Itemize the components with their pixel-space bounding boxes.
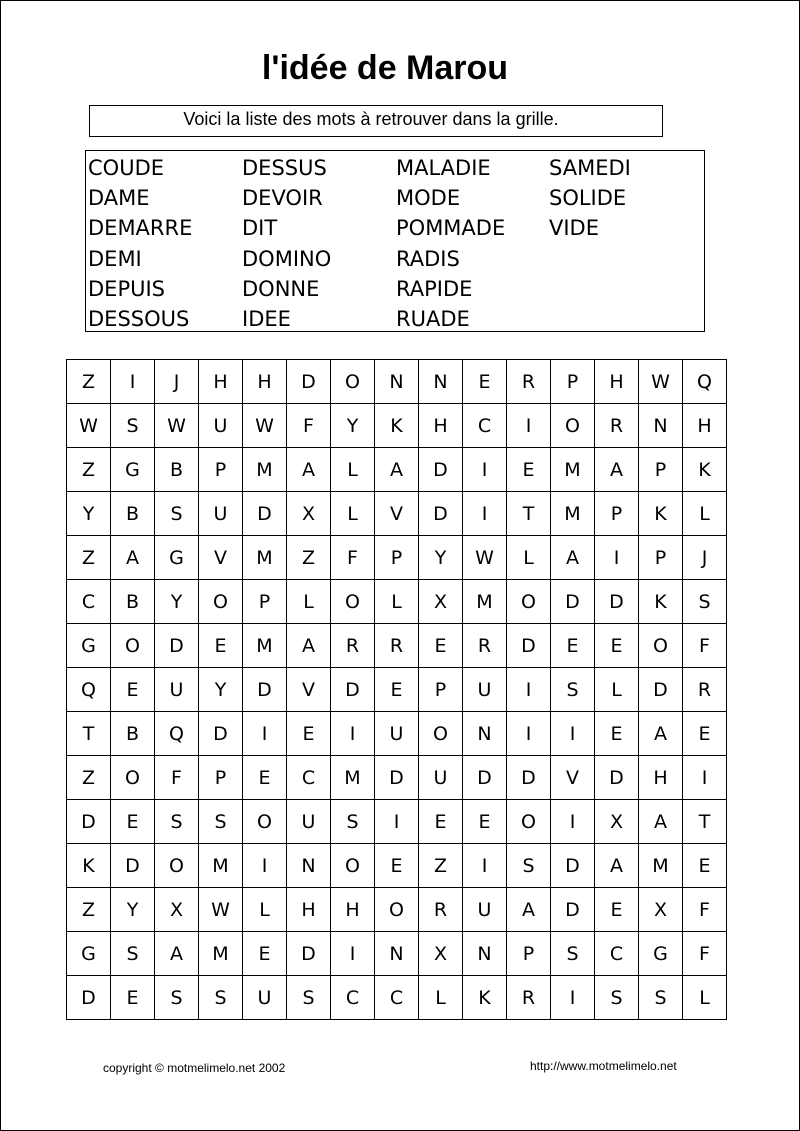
word-item: RAPIDE — [396, 276, 473, 301]
grid-cell: L — [243, 888, 287, 932]
grid-cell: P — [639, 536, 683, 580]
grid-cell: I — [463, 844, 507, 888]
grid-cell: E — [243, 756, 287, 800]
grid-cell: E — [595, 624, 639, 668]
grid-cell: R — [419, 888, 463, 932]
grid-cell: I — [595, 536, 639, 580]
word-column-2 — [242, 153, 396, 334]
grid-cell: Z — [419, 844, 463, 888]
grid-cell: P — [199, 756, 243, 800]
grid-cell: I — [683, 756, 727, 800]
grid-cell: K — [375, 404, 419, 448]
grid-cell: D — [463, 756, 507, 800]
grid-row — [67, 712, 727, 756]
grid-cell: R — [463, 624, 507, 668]
grid-cell: W — [243, 404, 287, 448]
grid-cell: C — [67, 580, 111, 624]
grid-cell: A — [595, 448, 639, 492]
grid-cell: Y — [331, 404, 375, 448]
grid-cell: A — [155, 932, 199, 976]
grid-cell: I — [243, 712, 287, 756]
grid-cell: W — [67, 404, 111, 448]
grid-cell: D — [419, 492, 463, 536]
grid-cell: E — [551, 624, 595, 668]
grid-cell: L — [683, 976, 727, 1020]
grid-cell: U — [287, 800, 331, 844]
grid-cell: K — [639, 580, 683, 624]
grid-cell: J — [155, 360, 199, 404]
grid-cell: D — [287, 932, 331, 976]
grid-cell: N — [639, 404, 683, 448]
grid-cell: D — [551, 888, 595, 932]
grid-cell: I — [507, 712, 551, 756]
grid-cell: I — [243, 844, 287, 888]
word-item: COUDE — [88, 156, 165, 180]
grid-cell: H — [595, 360, 639, 404]
grid-cell: L — [331, 492, 375, 536]
grid-cell: M — [331, 756, 375, 800]
grid-cell: V — [287, 668, 331, 712]
grid-cell: Y — [111, 888, 155, 932]
grid-cell: E — [111, 668, 155, 712]
grid-cell: F — [683, 624, 727, 668]
grid-cell: V — [375, 492, 419, 536]
grid-cell: Y — [199, 668, 243, 712]
grid-cell: B — [111, 492, 155, 536]
grid-row — [67, 932, 727, 976]
grid-cell: I — [463, 448, 507, 492]
grid-cell: H — [199, 360, 243, 404]
grid-cell: S — [595, 976, 639, 1020]
grid-cell: O — [111, 624, 155, 668]
grid-cell: Z — [67, 360, 111, 404]
word-item: DEPUIS — [88, 276, 165, 301]
grid-cell: I — [375, 800, 419, 844]
grid-row — [67, 800, 727, 844]
grid-cell: P — [375, 536, 419, 580]
grid-cell: F — [155, 756, 199, 800]
grid-cell: U — [199, 492, 243, 536]
grid-row — [67, 844, 727, 888]
grid-cell: R — [331, 624, 375, 668]
grid-cell: C — [331, 976, 375, 1020]
grid-cell: O — [199, 580, 243, 624]
grid-cell: O — [243, 800, 287, 844]
grid-cell: D — [595, 756, 639, 800]
letter-grid — [66, 359, 727, 1020]
grid-cell: A — [639, 712, 683, 756]
grid-cell: V — [199, 536, 243, 580]
grid-cell: M — [551, 448, 595, 492]
grid-cell: R — [507, 976, 551, 1020]
word-item: DESSOUS — [88, 306, 190, 331]
grid-cell: M — [243, 536, 287, 580]
grid-cell: D — [551, 580, 595, 624]
grid-cell: Z — [67, 448, 111, 492]
grid-cell: N — [419, 360, 463, 404]
grid-cell: M — [199, 844, 243, 888]
grid-cell: U — [199, 404, 243, 448]
grid-cell: F — [331, 536, 375, 580]
grid-cell: O — [155, 844, 199, 888]
grid-cell: R — [375, 624, 419, 668]
grid-cell: X — [639, 888, 683, 932]
grid-cell: M — [199, 932, 243, 976]
grid-cell: S — [551, 668, 595, 712]
grid-cell: F — [683, 932, 727, 976]
grid-cell: E — [463, 360, 507, 404]
grid-cell: H — [287, 888, 331, 932]
grid-cell: W — [639, 360, 683, 404]
grid-cell: T — [67, 712, 111, 756]
word-item: DEMI — [88, 246, 142, 271]
grid-cell: P — [551, 360, 595, 404]
grid-cell: L — [331, 448, 375, 492]
word-list-box — [85, 150, 705, 332]
grid-cell: O — [507, 800, 551, 844]
grid-cell: H — [419, 404, 463, 448]
grid-cell: G — [155, 536, 199, 580]
grid-cell: I — [111, 360, 155, 404]
grid-cell: L — [683, 492, 727, 536]
grid-cell: O — [551, 404, 595, 448]
word-column-4 — [549, 153, 703, 244]
grid-cell: Q — [155, 712, 199, 756]
grid-cell: L — [419, 976, 463, 1020]
grid-cell: M — [551, 492, 595, 536]
grid-cell: O — [375, 888, 419, 932]
grid-cell: I — [551, 712, 595, 756]
grid-row — [67, 404, 727, 448]
grid-cell: E — [683, 844, 727, 888]
grid-cell: Q — [683, 360, 727, 404]
grid-cell: X — [155, 888, 199, 932]
word-item: MALADIE — [396, 156, 491, 180]
grid-cell: S — [199, 800, 243, 844]
grid-cell: D — [595, 580, 639, 624]
grid-cell: K — [463, 976, 507, 1020]
grid-cell: Z — [287, 536, 331, 580]
grid-cell: N — [287, 844, 331, 888]
grid-cell: A — [595, 844, 639, 888]
grid-cell: E — [419, 624, 463, 668]
grid-cell: A — [551, 536, 595, 580]
grid-cell: A — [287, 624, 331, 668]
word-item: SOLIDE — [549, 186, 627, 211]
grid-cell: R — [507, 360, 551, 404]
word-item: SAMEDI — [549, 156, 631, 180]
grid-cell: U — [419, 756, 463, 800]
grid-row — [67, 536, 727, 580]
grid-cell: O — [639, 624, 683, 668]
grid-cell: E — [595, 712, 639, 756]
grid-cell: D — [243, 492, 287, 536]
grid-cell: D — [375, 756, 419, 800]
grid-cell: E — [287, 712, 331, 756]
grid-cell: Z — [67, 536, 111, 580]
grid-cell: P — [419, 668, 463, 712]
grid-cell: D — [639, 668, 683, 712]
grid-cell: F — [683, 888, 727, 932]
word-item: MODE — [396, 186, 461, 211]
grid-cell: S — [155, 492, 199, 536]
grid-cell: D — [507, 624, 551, 668]
grid-cell: Q — [67, 668, 111, 712]
grid-cell: O — [507, 580, 551, 624]
grid-cell: S — [683, 580, 727, 624]
grid-cell: S — [155, 976, 199, 1020]
grid-cell: E — [419, 800, 463, 844]
grid-cell: T — [507, 492, 551, 536]
grid-cell: O — [111, 756, 155, 800]
grid-cell: H — [639, 756, 683, 800]
grid-cell: E — [683, 712, 727, 756]
grid-row — [67, 756, 727, 800]
grid-cell: E — [111, 976, 155, 1020]
grid-cell: D — [507, 756, 551, 800]
grid-cell: S — [639, 976, 683, 1020]
grid-cell: N — [463, 932, 507, 976]
grid-cell: S — [155, 800, 199, 844]
grid-cell: D — [111, 844, 155, 888]
grid-cell: L — [375, 580, 419, 624]
grid-cell: I — [551, 976, 595, 1020]
grid-cell: K — [67, 844, 111, 888]
grid-cell: M — [243, 624, 287, 668]
word-item: IDEE — [242, 306, 291, 331]
grid-cell: A — [375, 448, 419, 492]
grid-cell: M — [639, 844, 683, 888]
grid-cell: R — [595, 404, 639, 448]
grid-cell: C — [375, 976, 419, 1020]
grid-cell: K — [639, 492, 683, 536]
grid-row — [67, 976, 727, 1020]
word-column-3 — [396, 153, 550, 334]
grid-cell: X — [287, 492, 331, 536]
word-item: DEMARRE — [88, 216, 193, 241]
grid-cell: S — [551, 932, 595, 976]
word-item: DONNE — [242, 276, 320, 301]
grid-cell: E — [595, 888, 639, 932]
grid-cell: Y — [419, 536, 463, 580]
grid-cell: I — [507, 404, 551, 448]
grid-cell: D — [551, 844, 595, 888]
grid-cell: N — [375, 360, 419, 404]
grid-cell: B — [111, 712, 155, 756]
grid-cell: P — [595, 492, 639, 536]
grid-cell: C — [287, 756, 331, 800]
grid-cell: R — [683, 668, 727, 712]
grid-cell: A — [639, 800, 683, 844]
website-url[interactable]: http://www.motmelimelo.net — [530, 1059, 677, 1073]
grid-cell: P — [243, 580, 287, 624]
grid-cell: S — [111, 404, 155, 448]
grid-cell: H — [683, 404, 727, 448]
grid-cell: I — [551, 800, 595, 844]
grid-cell: I — [331, 932, 375, 976]
grid-cell: C — [463, 404, 507, 448]
grid-cell: O — [331, 360, 375, 404]
grid-cell: E — [199, 624, 243, 668]
grid-cell: S — [287, 976, 331, 1020]
grid-cell: T — [683, 800, 727, 844]
grid-cell: D — [243, 668, 287, 712]
grid-cell: S — [111, 932, 155, 976]
word-item: DOMINO — [242, 246, 332, 271]
grid-cell: M — [463, 580, 507, 624]
grid-cell: O — [331, 580, 375, 624]
grid-cell: W — [463, 536, 507, 580]
grid-cell: Y — [67, 492, 111, 536]
grid-cell: S — [199, 976, 243, 1020]
grid-cell: C — [595, 932, 639, 976]
grid-cell: X — [419, 932, 463, 976]
grid-cell: U — [375, 712, 419, 756]
grid-cell: I — [331, 712, 375, 756]
grid-cell: V — [551, 756, 595, 800]
grid-cell: P — [507, 932, 551, 976]
word-item: DIT — [242, 216, 278, 241]
word-item: DEVOIR — [242, 186, 323, 211]
grid-cell: S — [331, 800, 375, 844]
grid-cell: B — [111, 580, 155, 624]
grid-cell: D — [287, 360, 331, 404]
grid-cell: H — [243, 360, 287, 404]
grid-cell: G — [67, 624, 111, 668]
word-item: RUADE — [396, 306, 470, 331]
word-item: RADIS — [396, 246, 460, 271]
grid-cell: A — [287, 448, 331, 492]
grid-cell: G — [67, 932, 111, 976]
grid-cell: X — [419, 580, 463, 624]
word-item: POMMADE — [396, 216, 506, 241]
grid-cell: L — [287, 580, 331, 624]
grid-cell: P — [199, 448, 243, 492]
grid-cell: E — [243, 932, 287, 976]
grid-cell: U — [155, 668, 199, 712]
grid-cell: N — [463, 712, 507, 756]
copyright-text: copyright © motmelimelo.net 2002 — [103, 1061, 286, 1075]
grid-cell: D — [67, 800, 111, 844]
grid-cell: W — [199, 888, 243, 932]
grid-cell: P — [639, 448, 683, 492]
grid-cell: N — [375, 932, 419, 976]
page-title: l'idée de Marou — [261, 49, 509, 87]
grid-row — [67, 580, 727, 624]
grid-row — [67, 492, 727, 536]
grid-cell: A — [507, 888, 551, 932]
grid-cell: W — [155, 404, 199, 448]
grid-row — [67, 668, 727, 712]
grid-cell: L — [595, 668, 639, 712]
grid-cell: U — [243, 976, 287, 1020]
grid-cell: J — [683, 536, 727, 580]
grid-row — [67, 624, 727, 668]
grid-cell: I — [507, 668, 551, 712]
grid-cell: E — [463, 800, 507, 844]
grid-cell: X — [595, 800, 639, 844]
grid-row — [67, 360, 727, 404]
grid-cell: Z — [67, 756, 111, 800]
instruction-box — [89, 105, 663, 137]
word-item: DAME — [88, 186, 150, 211]
grid-cell: E — [375, 668, 419, 712]
grid-cell: G — [639, 932, 683, 976]
grid-cell: D — [67, 976, 111, 1020]
grid-cell: G — [111, 448, 155, 492]
grid-cell: H — [331, 888, 375, 932]
grid-cell: A — [111, 536, 155, 580]
grid-cell: D — [199, 712, 243, 756]
grid-cell: O — [419, 712, 463, 756]
instruction-text: Voici la liste des mots à retrouver dans la grille. — [183, 109, 559, 129]
grid-cell: B — [155, 448, 199, 492]
grid-cell: D — [419, 448, 463, 492]
word-item: VIDE — [549, 216, 599, 241]
grid-cell: S — [507, 844, 551, 888]
grid-cell: E — [507, 448, 551, 492]
grid-cell: O — [331, 844, 375, 888]
grid-cell: D — [331, 668, 375, 712]
grid-cell: M — [243, 448, 287, 492]
word-item: DESSUS — [242, 156, 327, 180]
grid-row — [67, 888, 727, 932]
grid-cell: Y — [155, 580, 199, 624]
grid-row — [67, 448, 727, 492]
grid-cell: U — [463, 888, 507, 932]
grid-cell: F — [287, 404, 331, 448]
grid-cell: E — [111, 800, 155, 844]
grid-cell: D — [155, 624, 199, 668]
grid-cell: U — [463, 668, 507, 712]
grid-cell: K — [683, 448, 727, 492]
word-column-1 — [88, 153, 242, 334]
grid-cell: L — [507, 536, 551, 580]
grid-cell: E — [375, 844, 419, 888]
grid-cell: Z — [67, 888, 111, 932]
grid-cell: I — [463, 492, 507, 536]
